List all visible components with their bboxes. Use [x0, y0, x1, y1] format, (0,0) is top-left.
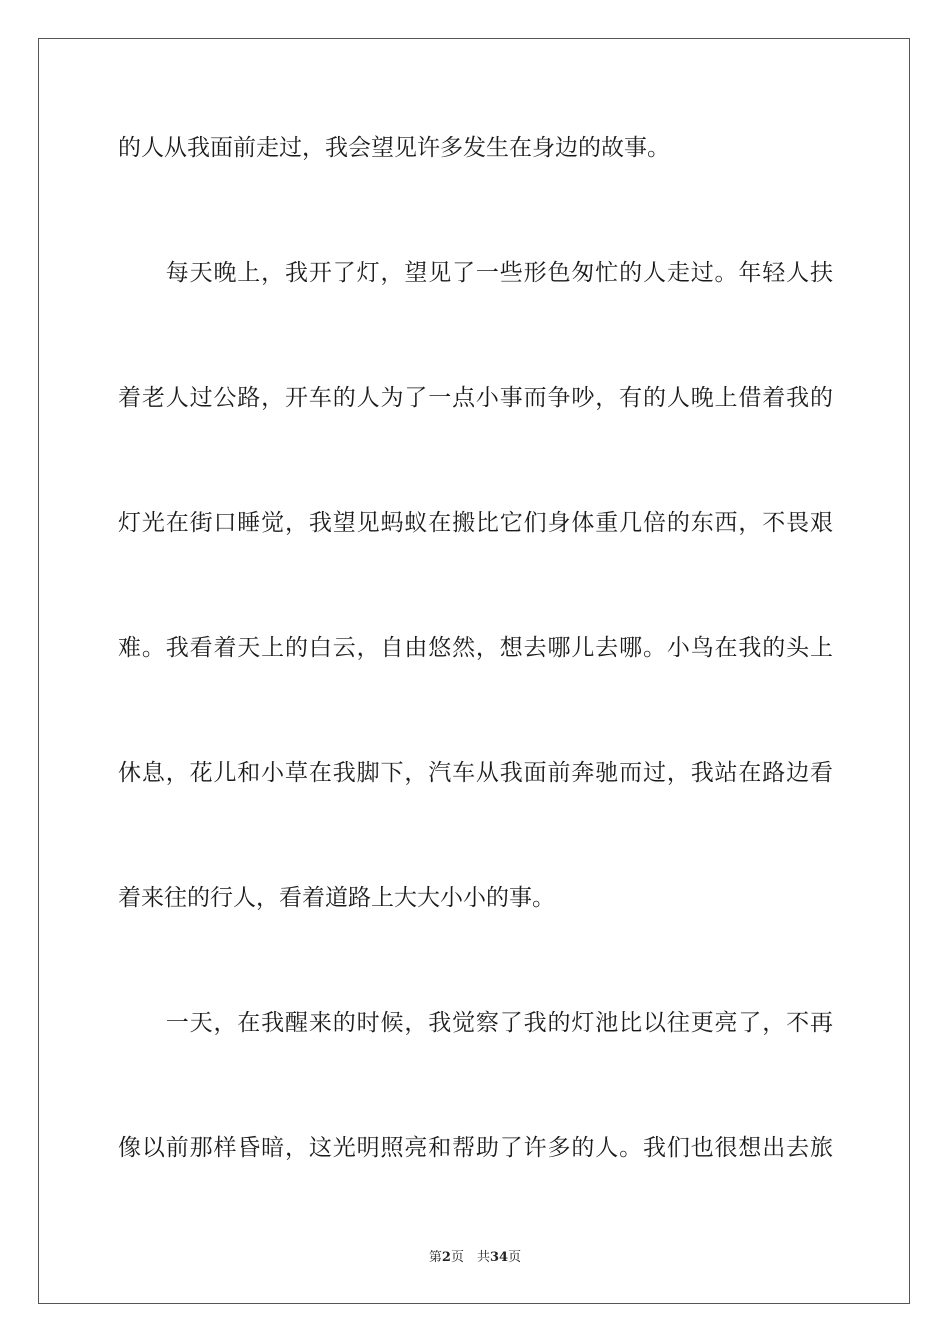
current-page-number: 2	[441, 1250, 451, 1265]
text-line: 着老人过公路，开车的人为了一点小事而争吵，有的人晚上借着我的	[118, 385, 833, 411]
text-line: 难。我看着天上的白云，自由悠然，想去哪儿去哪。小鸟在我的头上	[118, 635, 833, 661]
text-line: 一天，在我醒来的时候，我觉察了我的灯池比以往更亮了，不再	[118, 1010, 833, 1036]
text-line: 着来往的行人，看着道路上大大小小的事。	[118, 885, 555, 911]
footer-prefix: 第	[428, 1250, 442, 1265]
text-line: 像以前那样昏暗，这光明照亮和帮助了许多的人。我们也很想出去旅	[118, 1135, 833, 1161]
total-pages-number: 34	[489, 1250, 509, 1265]
text-line: 灯光在街口睡觉，我望见蚂蚁在搬比它们身体重几倍的东西，不畏艰	[118, 510, 833, 536]
text-line: 休息，花儿和小草在我脚下，汽车从我面前奔驰而过，我站在路边看	[118, 760, 833, 786]
page-footer	[0, 1246, 950, 1265]
text-line: 每天晚上，我开了灯，望见了一些形色匆忙的人走过。年轻人扶	[118, 260, 833, 286]
page-border	[38, 38, 910, 1304]
footer-middle: 页 共	[450, 1250, 490, 1265]
footer-suffix: 页	[508, 1250, 522, 1265]
text-line: 的人从我面前走过，我会望见许多发生在身边的故事。	[118, 135, 670, 161]
